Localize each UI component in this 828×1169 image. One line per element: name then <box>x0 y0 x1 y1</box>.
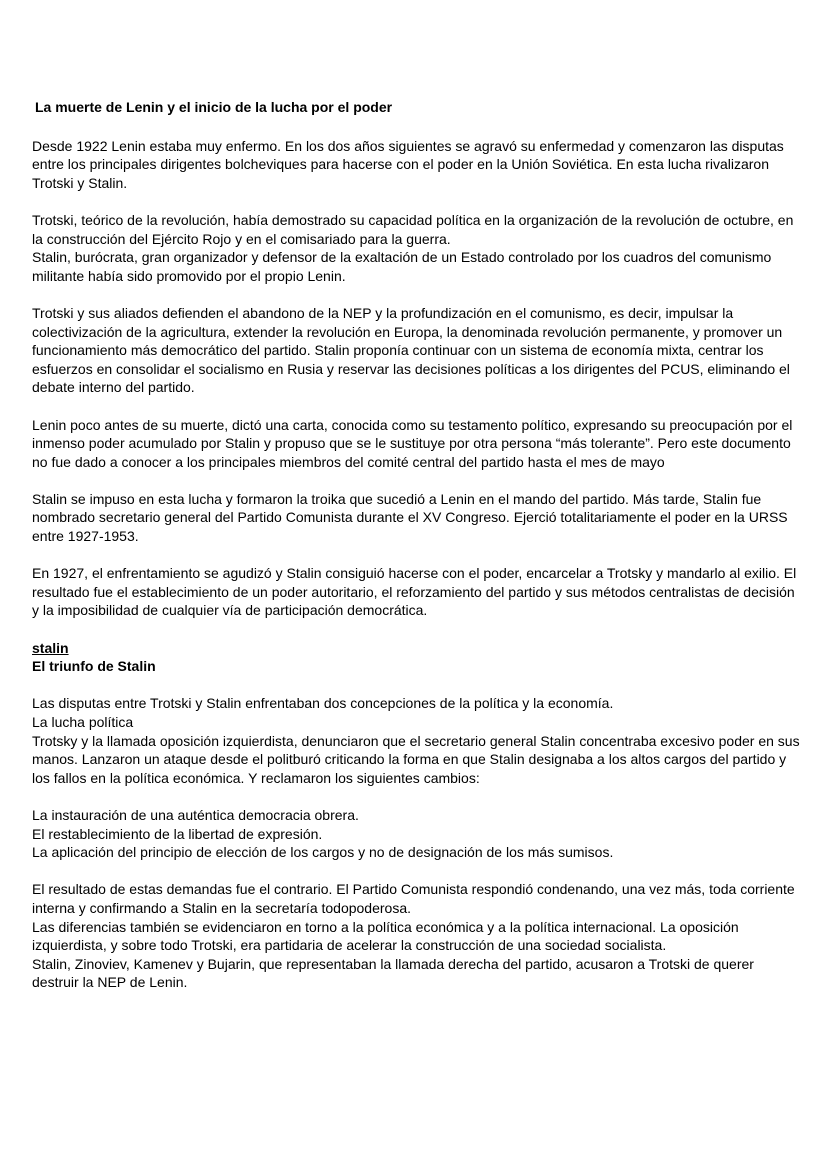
document-title: La muerte de Lenin y el inicio de la lucha por el poder <box>35 99 393 115</box>
paragraph-right-wing: Stalin, Zinoviev, Kamenev y Bujarin, que representaban la llamada derecha del partido, acusaron a Trotski de querer destruir la NEP de Lenin. <box>32 955 754 991</box>
demand-election-principle: La aplicación del principio de elección de los cargos y no de designación de los más sumisos. <box>32 844 614 861</box>
section-title: El triunfo de Stalin <box>32 658 156 675</box>
paragraph-lenin-testament: Lenin poco antes de su muerte, dictó una carta, conocida como su testamento político, expresando su preocupación por el inmenso poder acumulado por Stalin y propuso que se le sustituye por otra persona “más tolerante”. Pero este documento no fue dado a conocer a los principales miembros del comité central del partido hasta el mes de mayo <box>32 416 793 470</box>
paragraph-1927-confrontation: En 1927, el enfrentamiento se agudizó y Stalin consiguió hacerse con el poder, encarcelar a Trotsky y mandarlo al exilio. El resultado fue el establecimiento de un poder autoritario, el reforzamiento del partido y sus métodos centralistas de decisión y la imposibilidad de cualquier vía de participación democrática. <box>32 565 797 619</box>
document-content <box>32 98 804 992</box>
paragraph-political-struggle-heading: La lucha política <box>32 714 134 730</box>
demand-freedom-expression: El restablecimiento de la libertad de expresión. <box>32 825 323 842</box>
paragraph-lenin-illness: Desde 1922 Lenin estaba muy enfermo. En los dos años siguientes se agravó su enfermedad y comenzaron las disputas entre los principales dirigentes bolcheviques para hacerse con el poder en la Unión Soviética. En esta lucha rivalizaron Trotski y Stalin. <box>32 137 784 191</box>
paragraph-policy-differences: Trotski y sus aliados defienden el abandono de la NEP y la profundización en el comunismo, es decir, impulsar la colectivización de la agricultura, extender la revolución en Europa, la denominada revolución permanente, y promover un funcionamiento más democrático del partido. Stalin proponía continuar con un sistema de economía mixta, centrar los esfuerzos en consolidar el socialismo en Rusia y reservar las decisiones políticas a los dirigentes del PCUS, eliminando el debate interno del partido. <box>32 304 790 396</box>
paragraph-opposition-demands: Trotsky y la llamada oposición izquierdista, denunciaron que el secretario general Stalin concentraba excesivo poder en sus manos. Lanzaron un ataque desde el politburó criticando la forma en que Stalin designaba a los altos cargos del partido y los fallos en la política económica. Y reclamaron los siguientes cambios: <box>32 732 800 786</box>
stalin-link[interactable]: stalin <box>32 639 69 656</box>
paragraph-economic-international: Las diferencias también se evidenciaron en torno a la política económica y a la política internacional. La oposición izquierdista, y sobre todo Trotski, era partidaria de acelerar la construcción de una sociedad socialista. <box>32 918 739 954</box>
paragraph-result-demands: El resultado de estas demandas fue el contrario. El Partido Comunista respondió condenando, una vez más, toda corriente interna y confirmando a Stalin en la secretaría todopoderosa. <box>32 881 795 916</box>
paragraph-trotski-profile: Trotski, teórico de la revolución, había demostrado su capacidad política en la organización de la revolución de octubre, en la construcción del Ejército Rojo y en el comisariado para la guerra. <box>32 211 794 247</box>
paragraph-two-conceptions: Las disputas entre Trotski y Stalin enfrentaban dos concepciones de la política y la economía. <box>32 695 614 712</box>
paragraph-stalin-troika: Stalin se impuso en esta lucha y formaron la troika que sucedió a Lenin en el mando del partido. Más tarde, Stalin fue nombrado secretario general del Partido Comunista durante el XV Congreso. Ejerció totalitariamente el poder en la URSS entre 1927-1953. <box>32 490 788 545</box>
demand-workers-democracy: La instauración de una auténtica democracia obrera. <box>32 806 359 823</box>
paragraph-stalin-profile: Stalin, burócrata, gran organizador y defensor de la exaltación de un Estado controlado por los cuadros del comunismo militante había sido promovido por el propio Lenin. <box>32 249 772 284</box>
